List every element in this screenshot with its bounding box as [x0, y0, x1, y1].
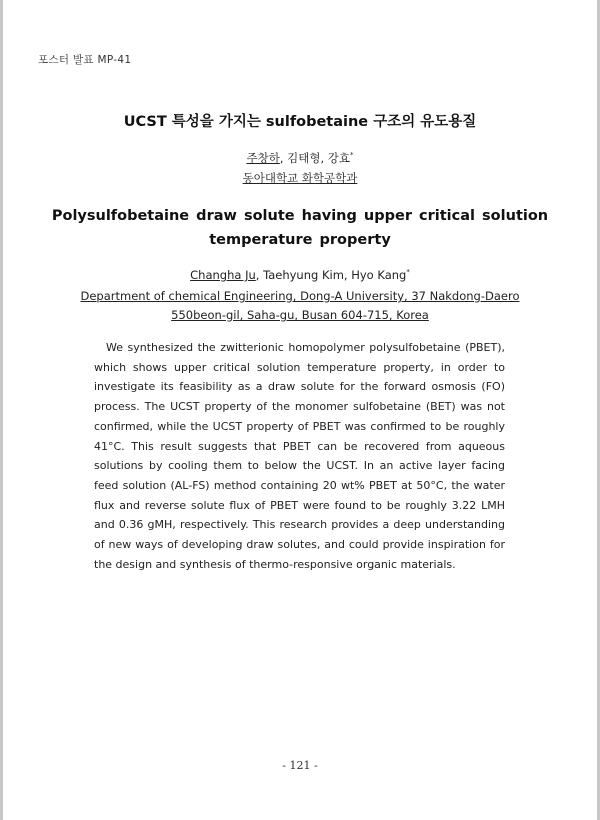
page-number: - 121 -	[282, 759, 318, 772]
english-title: Polysulfobetaine draw solute having upper critical solution temperature property	[51, 208, 549, 248]
korean-other-authors: , 김태형, 강효	[279, 151, 350, 165]
korean-authors	[0, 150, 600, 166]
english-other-authors: , Taehyung Kim, Hyo Kang	[255, 268, 407, 282]
korean-corresponding-mark: *	[350, 151, 354, 159]
korean-affiliation	[0, 170, 600, 186]
session-label: 포스터 발표 MP-41	[38, 54, 132, 66]
korean-presenting-author: 주창하	[246, 151, 280, 165]
korean-affiliation-text: 동아대학교 화학공학과	[242, 171, 358, 185]
english-affiliation: Department of chemical Engineering, Dong-A University, 37 Nakdong-Daero 550beon-gil, Saha-gu, Busan 604-715, Korea	[80, 289, 520, 322]
korean-title: UCST 특성을 가지는 sulfobetaine 구조의 유도용질	[123, 114, 477, 130]
english-authors	[0, 268, 600, 282]
english-presenting-author: Changha Ju	[190, 268, 256, 282]
english-corresponding-mark: *	[406, 268, 410, 276]
abstract-body: We synthesized the zwitterionic homopolymer polysulfobetaine (PBET), which shows upper critical solution temperature property, in order to investigate its feasibility as a draw solute for the forward osmosis (FO) process. The UCST property of the monomer sulfobetaine (BET) was not confirmed, while the UCST property of PBET was confirmed to be roughly 41°C. This result suggests that PBET can be recovered from aqueous solutions by cooling them to below the UCST. In an active layer facing feed solution (AL-FS) method containing 20 wt% PBET at 50°C, the water flux and reverse solute flux of PBET were found to be roughly 3.22 LMH and 0.36 gMH, respectively. This research provides a deep understanding of new ways of developing draw solutes, and could provide inspiration for the design and synthesis of thermo-responsive organic materials.	[94, 341, 505, 571]
